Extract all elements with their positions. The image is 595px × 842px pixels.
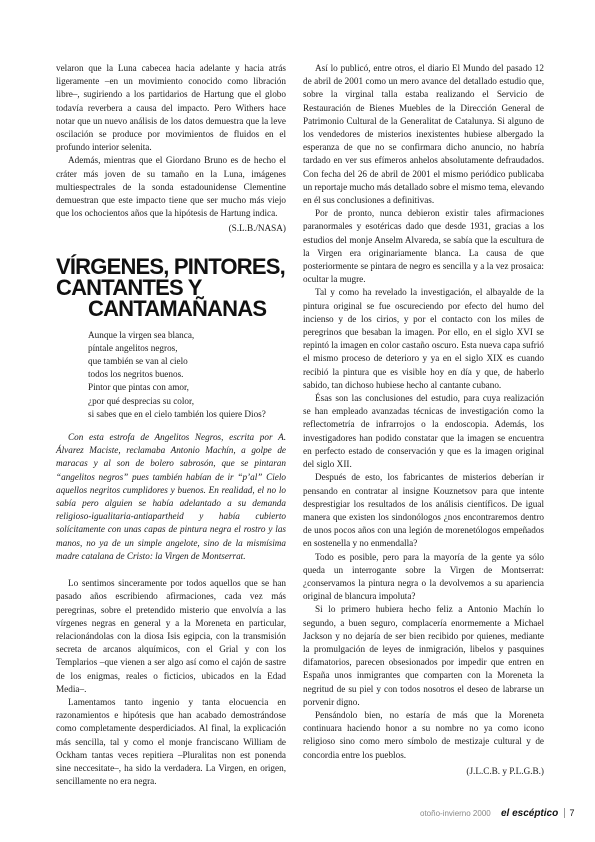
poem — [88, 329, 286, 421]
page-number: 7 — [564, 808, 574, 818]
paragraph: Lo sentimos sinceramente por todos aquellos que se han pasado años escribiendo afirmaciones, cada vez más peregrinas, sobre el pretendido misterio que envolvía a las vírgenes negras en general y a la Moreneta en particular, relacionándolas con la diosa Isis egipcia, con la transmisión secreta de arcanos alquímicos, con el Grial y con los Templarios –que vienen a ser algo así como el cajón de sastre de los enigmas, reales o ficticios, ubicados en la Edad Media–. — [56, 578, 286, 694]
poem-line: píntale angelitos negros, — [88, 342, 178, 353]
article-credit: (S.L.B./NASA) — [228, 223, 286, 234]
paragraph: Además, mientras que el Giordano Bruno es de hecho el cráter más joven de su tamaño en la Luna, imágenes multiespectrales de la sonda estadounidense Clementine demuestran que este impacto tiene que ser mucho más viejo que los ochocientos años que la hipótesis de Hartung indica. — [56, 155, 286, 219]
poem-line: si sabes que en el cielo también los quiere Dios? — [88, 408, 266, 419]
magazine-name: el escéptico — [500, 808, 559, 819]
intro-paragraph: Con esta estrofa de Angelitos Negros, escrita por A. Álvarez Maciste, reclamaba Antonio Machín, a golpe de maracas y al son de bolero sabrosón, que se pintaran “angelitos negros” pues también habían de ir “p’al” Cielo aquellos negritos cumplidores y buenos. En realidad, el no lo sabía pero alguien se había adelantado a su demanda religioso-igualitaria-antiapartheid y había cubierto solícitamente con unas capas de pintura negra el rostro y las manos, no ya de un simple angelote, sino de la mismísima madre catalana de Cristo: la Virgen de Montserrat. — [56, 432, 286, 561]
issue-label: otoño-invierno 2000 — [420, 809, 491, 818]
paragraph: Ésas son las conclusiones del estudio, para cuya realización se han empleado avanzadas técnicas de investigación como la reflectometría de infrarrojos o la endoscopia. Además, los investigadores han podido constatar que la imagen se encuentra en perfecto estado de conservación y que es la imagen original del siglo XII. — [303, 393, 544, 470]
poem-line: que también se van al cielo — [88, 356, 188, 367]
paragraph: velaron que la Luna cabecea hacia adelante y hacia atrás ligeramente –en un movimiento conocido como libración libre–, sugiriendo a los partidarios de Hartung que el globo todavía reverbera a causa del impacto. Pero Withers hace notar que un nuevo análisis de los datos demuestra que la leve oscilación se produce por movimientos de fluidos en el profundo interior selenita. — [56, 63, 286, 153]
article-signature: (J.L.C.B. y P.L.G.B.) — [466, 765, 544, 776]
paragraph: Pensándolo bien, no estaría de más que la Moreneta continuara haciendo honor a su nombre no ya como icono religioso sino como mero símbolo de mestizaje cultural y de concordia entre los pueblos. — [303, 709, 544, 760]
left-column — [56, 62, 286, 788]
paragraph: Lamentamos tanto ingenio y tanta elocuencia en razonamientos e hipótesis que han acabado demostrándose como completamente desperdiciados. Al final, la explicación más sencilla, tal y como el monje franciscano William de Ockham tantas veces repitiera –Pluralitas non est ponenda sine neccesitate–, ha sido la verdadera. La Virgen, en origen, sencillamente no era negra. — [56, 696, 286, 787]
paragraph: Después de esto, los fabricantes de misterios deberían ir pensando en contratar al insigne Kouznetsov para que intente desprestigiar los resultados de los análisis científicos. De igual manera que existen los sindonólogos ¿nos encontraremos dentro de unos pocos años con una legión de morenetólogos empeñados en sostenella y no enmendalla? — [303, 472, 544, 549]
poem-line: ¿por qué desprecias su color, — [88, 395, 195, 406]
headline-line: CANTANTES Y — [56, 274, 202, 300]
paragraph: Todo es posible, pero para la mayoría de la gente ya sólo queda un interrogante sobre la Virgen de Montserrat: ¿conservamos la pintura negra o la devolvemos a su apariencia original de blancura impoluta? — [303, 551, 544, 602]
paragraph: Si lo primero hubiera hecho feliz a Antonio Machín lo segundo, a buen seguro, complacería enormemente a Michael Jackson y no dejaría de ser bien recibido por quienes, mediante la promulgación de leyes de inmigración, libelos y pasquines difamatorios, parecen obsesionados por impedir que entren en España unos inmigrantes que comparten con la Moreneta la negritud de su piel y con todos nosotros el deseo de labrarse un porvenir digno. — [303, 604, 544, 707]
poem-line: Aunque la virgen sea blanca, — [88, 329, 195, 340]
paragraph: Así lo publicó, entre otros, el diario El Mundo del pasado 12 de abril de 2001 como un mero avance del detallado estudio que, sobre la virginal talla estaba realizando el Servicio de Restauración de Bienes Muebles de la Dirección General de Patrimonio Cultural de la Generalitat de Catalunya. Si alguno de los vendedores de misterios inexistentes hubiese albergado la esperanza de que no se confirmara dicho anuncio, no habría tardado en ver sus efímeros anhelos absolutamente defraudados. Con fecha del 26 de abril de 2001 el mismo periódico publicaba un reportaje mucho más detallado sobre el mismo tema, elevando en él sus conclusiones a definitivas. — [303, 63, 544, 206]
paragraph: Por de pronto, nunca debieron existir tales afirmaciones paranormales y esotéricas dado que desde 1931, gracias a los estudios del monje Anselm Alvareda, se sabía que la escultura de la Virgen era originariamente blanca. La causa de que posteriormente se pintara de negro es sencilla y a la vez prosaica: ocultar la mugre. — [303, 208, 544, 285]
poem-line: todos los negritos buenos. — [88, 369, 184, 380]
article-headline — [56, 253, 286, 321]
page-footer — [420, 808, 574, 819]
paragraph: Tal y como ha revelado la investigación, el albayalde de la pintura original se fue oscureciendo por efecto del humo del incienso y de los cirios, y por el contacto con los miles de peregrinos que besaban la imagen. Por ello, en el siglo XVI se repintó la imagen en color castaño oscuro. Esta nueva capa sufrió el mismo proceso de deterioro y ya en el siglo XIX es cuando recibió la pintura que es visible hoy en día y que, de haberlo sabido, tan dichoso hubiese hecho al cantante cubano. — [303, 287, 544, 390]
right-column — [303, 62, 544, 778]
headline-line: VÍRGENES, PINTORES, — [56, 253, 285, 279]
poem-line: Pintor que pintas con amor, — [88, 382, 189, 393]
headline-line: CANTAMAÑANAS — [88, 295, 267, 321]
